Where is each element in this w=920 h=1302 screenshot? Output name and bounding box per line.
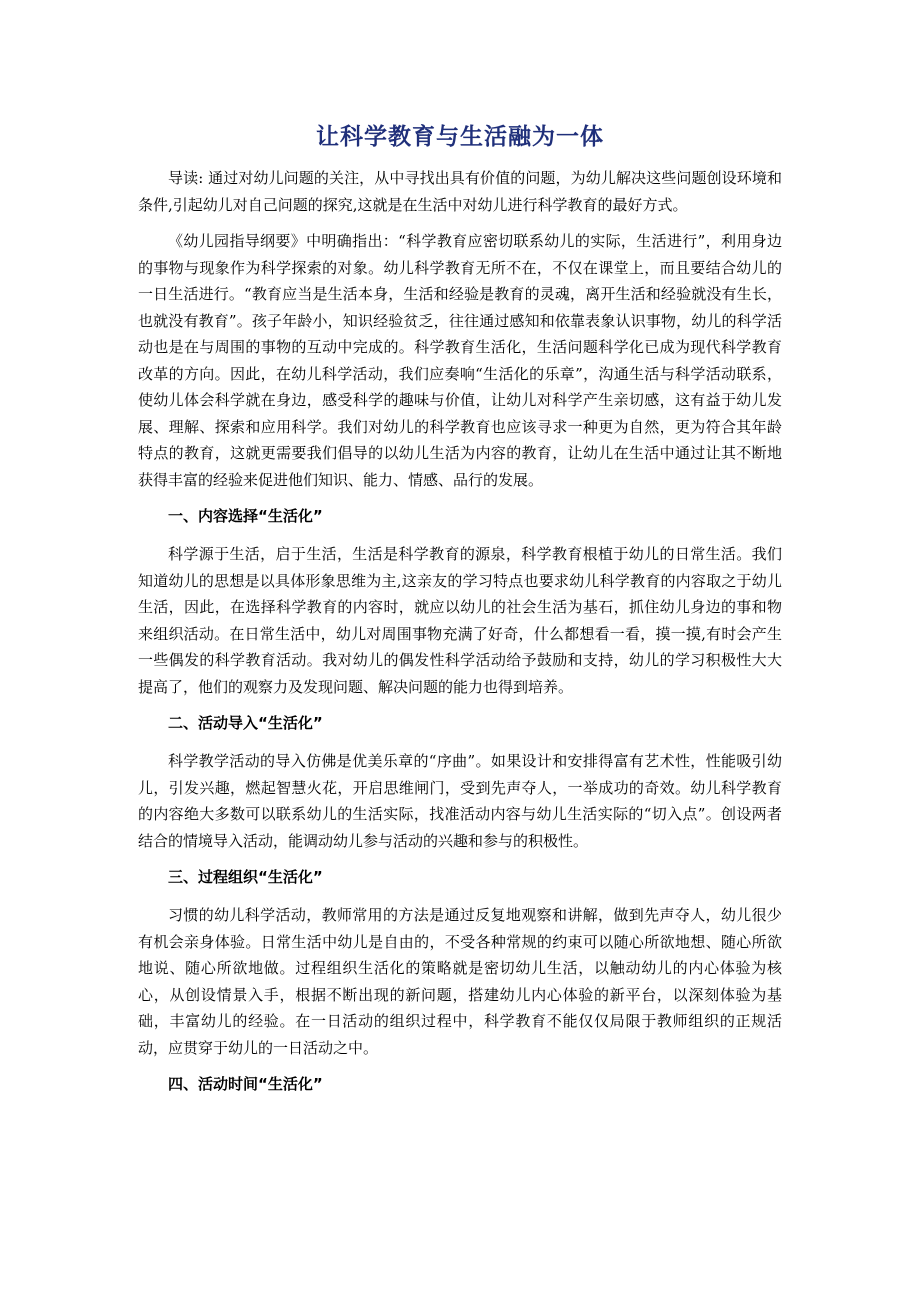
section-heading-1: 一、内容选择“生活化”: [168, 507, 323, 525]
intro-paragraph: 导读: 通过对幼儿问题的关注，从中寻找出具有价值的问题，为幼儿解决这些问题创设环境和条件,引起幼儿对自己问题的探究,这就是在生活中对幼儿进行科学教育的最好方式。: [138, 169, 782, 214]
section-heading-3: 三、过程组织“生活化”: [168, 868, 323, 886]
section-2-paragraph: 科学教学活动的导入仿佛是优美乐章的“序曲”。如果设计和安排得富有艺术性，性能吸引幼儿，引发兴趣，燃起智慧火花，开启思维闸门，受到先声夺人，一举成功的奇效。幼儿科学教育的内容绝大多数可以联系幼儿的生活实际，找准活动内容与幼儿生活实际的“切入点”。创设两者结合的情境导入活动，能调动幼儿参与活动的兴趣和参与的积极性。: [138, 752, 782, 850]
section-3-paragraph: 习惯的幼儿科学活动，教师常用的方法是通过反复地观察和讲解，做到先声夺人，幼儿很少有机会亲身体验。日常生活中幼儿是自由的，不受各种常规的约束可以随心所欲地想、随心所欲地说、随心所欲地做。过程组织生活化的策略就是密切幼儿生活，以触动幼儿的内心体验为核心，从创设情景入手，根据不断出现的新问题，搭建幼儿内心体验的新平台，以深刻体验为基础，丰富幼儿的经验。在一日活动的组织过程中，科学教育不能仅仅局限于教师组织的正规活动，应贯穿于幼儿的一日活动之中。: [138, 906, 782, 1057]
section-heading-4: 四、活动时间“生活化”: [168, 1075, 323, 1093]
document-title: 让科学教育与生活融为一体: [316, 124, 604, 150]
section-heading-2: 二、活动导入“生活化”: [168, 714, 323, 732]
section-1-paragraph: 科学源于生活，启于生活，生活是科学教育的源泉，科学教育根植于幼儿的日常生活。我们知道幼儿的思想是以具体形象思维为主,这亲友的学习特点也要求幼儿科学教育的内容取之于幼儿生活，因此，在选择科学教育的内容时，就应以幼儿的社会生活为基石，抓住幼儿身边的事和物来组织活动。在日常生活中，幼儿对周围事物充满了好奇，什么都想看一看，摸一摸,有时会产生一些偶发的科学教育活动。我对幼儿的偶发性科学活动给予鼓励和支持，幼儿的学习积极性大大提高了，他们的观察力及发现问题、解决问题的能力也得到培养。: [138, 545, 782, 696]
body-paragraph-1: 《幼儿园指导纲要》中明确指出：“科学教育应密切联系幼儿的实际，生活进行”，利用身边的事物与现象作为科学探索的对象。幼儿科学教育无所不在，不仅在课堂上，而且要结合幼儿的一日生活进行。“教育应当是生活本身，生活和经验是教育的灵魂，离开生活和经验就没有生长，也就没有教育”。孩子年龄小，知识经验贫乏，往往通过感知和依靠表象认识事物，幼儿的科学活动也是在与周围的事物的互动中完成的。科学教育生活化，生活问题科学化已成为现代科学教育改革的方向。因此，在幼儿科学活动，我们应奏响“生活化的乐章”，沟通生活与科学活动联系，使幼儿体会科学就在身边，感受科学的趣味与价值，让幼儿对科学产生亲切感，这有益于幼儿发展、理解、探索和应用科学。我们对幼儿的科学教育也应该寻求一种更为自然，更为符合其年龄特点的教育，这就更需要我们倡导的以幼儿生活为内容的教育，让幼儿在生活中通过让其不断地获得丰富的经验来促进他们知识、能力、情感、品行的发展。: [138, 232, 782, 489]
